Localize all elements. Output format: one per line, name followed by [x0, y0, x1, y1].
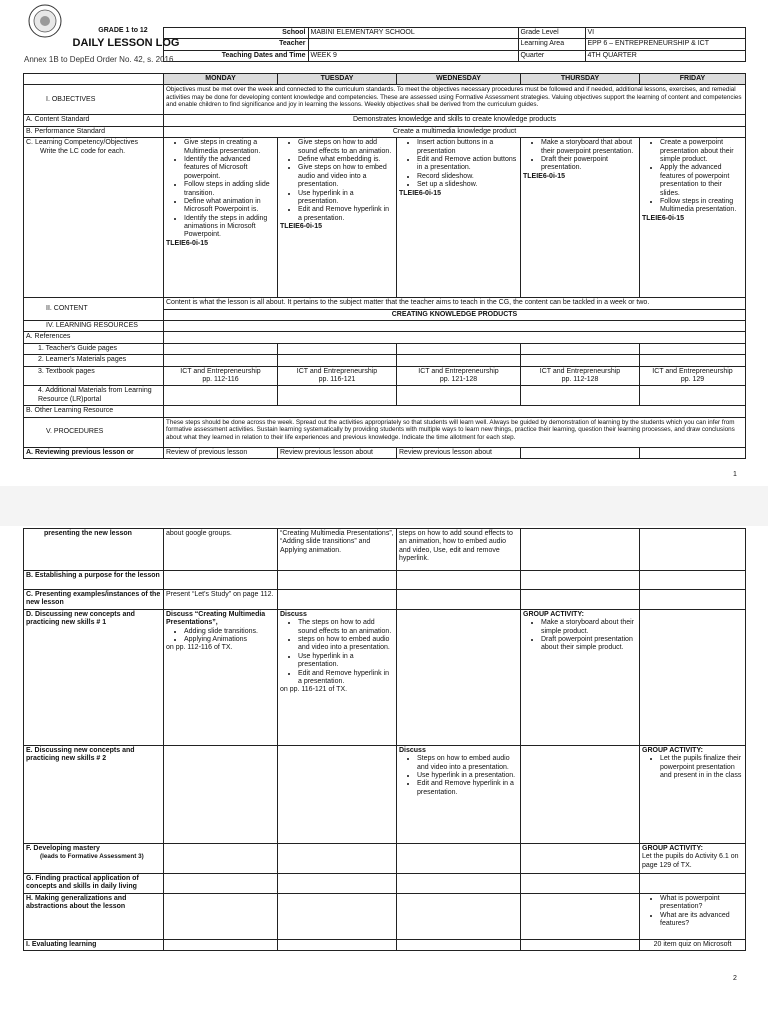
list-item: • Applying Animations [184, 636, 275, 644]
quarter-label: Quarter [518, 50, 585, 61]
list-item: • Identify the steps in adding animations in Microsoft Powerpoint. [184, 215, 275, 240]
procedures-text: These steps should be done across the week. Spread out the activities appropriately so that students will learn well. Always be guided by demonstration of learning by the students which you can infer from formative assessment activities. Sustain learning systematically by providing students with multiple ways to learn new things, practice their learning, question their learning processes, and draw conclusions about what they learned in relation to their life experiences and previous knowledge. Indicate the time allotment for each step. [164, 417, 746, 447]
proc-i-label: I. Evaluating learning [24, 939, 164, 950]
dates-label: Teaching Dates and Time [163, 50, 308, 61]
proc-f-sublabel: (leads to Formative Assessment 3) [40, 853, 144, 861]
list-item: • Draft their powerpoint presentation. [541, 156, 637, 173]
textbook-title: ICT and Entrepreneurship [418, 367, 499, 375]
table-row [24, 447, 746, 458]
quarter-value: 4TH QUARTER [585, 50, 745, 61]
list-item: • Draft powerpoint presentation about their simple product. [541, 636, 637, 653]
list-item: • Edit and Remove action buttons in a presentation. [417, 156, 518, 173]
proc-a-wednesday-cont: steps on how to add sound effects to an animation, how to embed audio and video, Use, edit and remove hyperlink. [397, 529, 521, 571]
table-row [24, 529, 746, 571]
textbook-title: ICT and Entrepreneurship [180, 367, 261, 375]
textbook-title: ICT and Entrepreneurship [539, 367, 621, 375]
proc-f-friday-text: Let the pupils do Activity 6.1 on page 129 of TX. [642, 853, 739, 869]
page-gap [0, 486, 768, 526]
proc-a-monday-cont: about google groups. [164, 529, 278, 571]
grade-level-label: Grade Level [518, 28, 585, 39]
additional-materials-label: 4. Additional Materials from Learning Resource (LR)portal [24, 386, 164, 406]
content-label: II. CONTENT [24, 298, 164, 321]
list-item: • Insert action buttons in a presentation [417, 139, 518, 156]
annex-note: Annex 1B to DepEd Order No. 42, s. 2016 [24, 55, 174, 64]
proc-h-label: H. Making generalizations and abstractions about the lesson [24, 893, 164, 939]
references-label: A. References [24, 332, 164, 343]
proc-c-monday: Present “Let's Study” on page 112. [164, 590, 278, 610]
table-row [24, 590, 746, 610]
content-text: Content is what the lesson is all about. It pertains to the subject matter that the teacher aims to teach in the CG, the content can be tackled in a week or two. [164, 298, 746, 309]
proc-i-friday: 20 item quiz on Microsoft [640, 939, 746, 950]
table-row [24, 745, 746, 843]
list-item: • Edit and Remove hyperlink in a presentation. [298, 670, 394, 687]
list-item: • Make a storyboard that about their powerpoint presentation. [541, 139, 637, 156]
textbook-pages: pp. 116-121 [318, 375, 356, 383]
performance-standard-label: B. Performance Standard [24, 126, 164, 137]
table-row [24, 939, 746, 950]
textbook-pages: pp. 121-128 [439, 375, 478, 383]
grade-level-value: VI [585, 28, 745, 39]
proc-d-tuesday-head: Discuss [280, 610, 307, 618]
textbook-pages: pp. 112-128 [561, 375, 599, 383]
dates-value: WEEK 9 [308, 50, 518, 61]
list-item: • Edit and Remove hyperlink in a presentation. [298, 206, 394, 223]
list-item: • Identify the advanced features of Microsoft powerpoint. [184, 156, 275, 181]
proc-d-monday-head: Discuss “Creating Multimedia Presentations”, [166, 610, 266, 627]
day-thursday: THURSDAY [521, 74, 640, 85]
proc-a-wednesday: Review previous lesson about [397, 447, 521, 458]
performance-standard-text: Create a multimedia knowledge product [164, 126, 746, 137]
learning-area-value: EPP 6 – ENTREPRENEURSHIP & ICT [585, 39, 745, 50]
list-item: • Define what embedding is. [298, 156, 394, 164]
objectives-text: Objectives must be met over the week and connected to the curriculum standards. To meet the objectives necessary procedures must be followed and if needed, additional lessons, exercises, and remedial activities may be done for developing content knowledge and competencies. These are assessed using Formative Assessment strategies. Valuing objectives support the learning of content and competencies and enable children to find significance and joy in learning the lessons. Weekly objectives shall be derived from the curriculum guides. [164, 85, 746, 115]
page-number: 2 [733, 975, 737, 982]
competency-row [24, 138, 746, 298]
list-item: • Follow steps in adding slide transition. [184, 181, 275, 198]
textbook-pages: pp. 112-116 [202, 375, 239, 383]
table-row [24, 609, 746, 745]
list-item: • Give steps on how to embed audio and video into a presentation. [298, 164, 394, 189]
proc-g-label: G. Finding practical application of concepts and skills in daily living [24, 873, 164, 893]
list-item: • Edit and Remove hyperlink in a presentation. [417, 780, 518, 797]
proc-d-monday-tail: on pp. 112-116 of TX. [166, 644, 233, 652]
proc-a-label: A. Reviewing previous lesson or [24, 447, 164, 458]
proc-f-label: F. Developing mastery [26, 844, 100, 852]
learning-area-label: Learning Area [518, 39, 585, 50]
table-row [24, 843, 746, 873]
tb-label: 3. Textbook pages [24, 366, 164, 386]
proc-d-tuesday-tail: on pp. 116-121 of TX. [280, 686, 348, 694]
other-resource-label: B. Other Learning Resource [24, 406, 164, 417]
proc-a-tuesday-cont: “Creating Multimedia Presentations”, “Adding slide transitions” and Applying animation. [278, 529, 397, 571]
list-item: • Adding slide transitions. [184, 628, 275, 636]
proc-e-wednesday-head: Discuss [399, 746, 426, 754]
school-label: School [163, 28, 308, 39]
proc-a-monday: Review of previous lesson [164, 447, 278, 458]
list-item: • Record slideshow. [417, 173, 518, 181]
lc-code-wednesday: TLEIE6-0i-15 [399, 189, 442, 197]
lesson-table-p1 [23, 73, 746, 459]
competency-label: C. Learning Competency/Objectives [26, 139, 139, 147]
proc-b-label: B. Establishing a purpose for the lesson [24, 571, 164, 590]
log-title: DAILY LESSON LOG [72, 37, 180, 49]
proc-a-tuesday: Review previous lesson about [278, 447, 397, 458]
list-item: • Apply the advanced features of powerpoint presentation to their slides. [660, 164, 743, 198]
day-wednesday: WEDNESDAY [397, 74, 521, 85]
page-1 [0, 0, 768, 486]
procedures-label: V. PROCEDURES [24, 417, 164, 447]
lc-code-monday: TLEIE6-0i-15 [166, 239, 209, 247]
textbook-title: ICT and Entrepreneurship [296, 367, 378, 375]
day-friday: FRIDAY [640, 74, 746, 85]
list-item: • Let the pupils finalize their powerpoint presentation and present in in the class [660, 755, 743, 780]
page-2 [0, 526, 768, 1024]
list-item: • What is powerpoint presentation? [660, 895, 743, 912]
list-item: • Use hyperlink in a presentation. [417, 772, 518, 780]
school-value: MABINI ELEMENTARY SCHOOL [308, 28, 518, 39]
list-item: • What are its advanced features? [660, 912, 743, 929]
proc-f-friday-head: GROUP ACTIVITY: [642, 844, 703, 852]
day-tuesday: TUESDAY [278, 74, 397, 85]
list-item: • Define what animation in Microsoft Powerpoint is. [184, 198, 275, 215]
lc-code-thursday: TLEIE6-0i-15 [523, 172, 566, 180]
days-row [24, 74, 746, 85]
list-item: • Follow steps in creating Multimedia presentation. [660, 198, 743, 215]
table-row [24, 571, 746, 590]
content-standard-label: A. Content Standard [24, 115, 164, 126]
list-item: • Use hyperlink in a presentation. [298, 190, 394, 207]
list-item: • Make a storyboard about their simple product. [541, 619, 637, 636]
proc-e-friday-head: GROUP ACTIVITY: [642, 746, 703, 754]
list-item: • steps on how to embed audio and video into a presentation. [298, 636, 394, 653]
tg-label: 1. Teacher's Guide pages [24, 343, 164, 354]
objectives-label: I. OBJECTIVES [24, 85, 164, 115]
teacher-value [308, 39, 518, 50]
textbook-row [24, 366, 746, 386]
lc-code-tuesday: TLEIE6-0i-15 [280, 223, 323, 231]
list-item: • Give steps on how to add sound effects to an animation. [298, 139, 394, 156]
grade-range: GRADE 1 to 12 [98, 27, 148, 34]
textbook-pages: pp. 129 [680, 375, 705, 383]
day-monday: MONDAY [164, 74, 278, 85]
proc-d-label: D. Discussing new concepts and practicing new skills # 1 [24, 609, 164, 745]
teacher-label: Teacher [163, 39, 308, 50]
page-number: 1 [733, 471, 737, 478]
lm-label: 2. Learner's Materials pages [24, 355, 164, 366]
list-item: • Give steps in creating a Multimedia presentation. [184, 139, 275, 156]
list-item: • Create a powerpoint presentation about their simple product. [660, 139, 743, 164]
proc-a-label-cont: presenting the new lesson [24, 529, 164, 571]
table-row [24, 873, 746, 893]
proc-c-label: C. Presenting examples/instances of the new lesson [24, 590, 164, 610]
list-item: • Use hyperlink in a presentation. [298, 653, 394, 670]
competency-sublabel: Write the LC code for each. [40, 147, 126, 155]
resources-label: IV. LEARNING RESOURCES [24, 320, 164, 331]
lesson-table-p2 [23, 528, 746, 951]
list-item: • The steps on how to add sound effects to an animation. [298, 619, 394, 636]
list-item: • Set up a slideshow. [417, 181, 518, 189]
content-topic: CREATING KNOWLEDGE PRODUCTS [164, 309, 746, 320]
lc-code-friday: TLEIE6-0i-15 [642, 214, 685, 222]
content-standard-text: Demonstrates knowledge and skills to create knowledge products [164, 115, 746, 126]
proc-d-thursday-head: GROUP ACTIVITY: [523, 610, 584, 618]
proc-e-label: E. Discussing new concepts and practicing new skills # 2 [24, 745, 164, 843]
table-row [24, 893, 746, 939]
list-item: • Steps on how to embed audio and video into a presentation. [417, 755, 518, 772]
textbook-title: ICT and Entrepreneurship [652, 367, 733, 375]
